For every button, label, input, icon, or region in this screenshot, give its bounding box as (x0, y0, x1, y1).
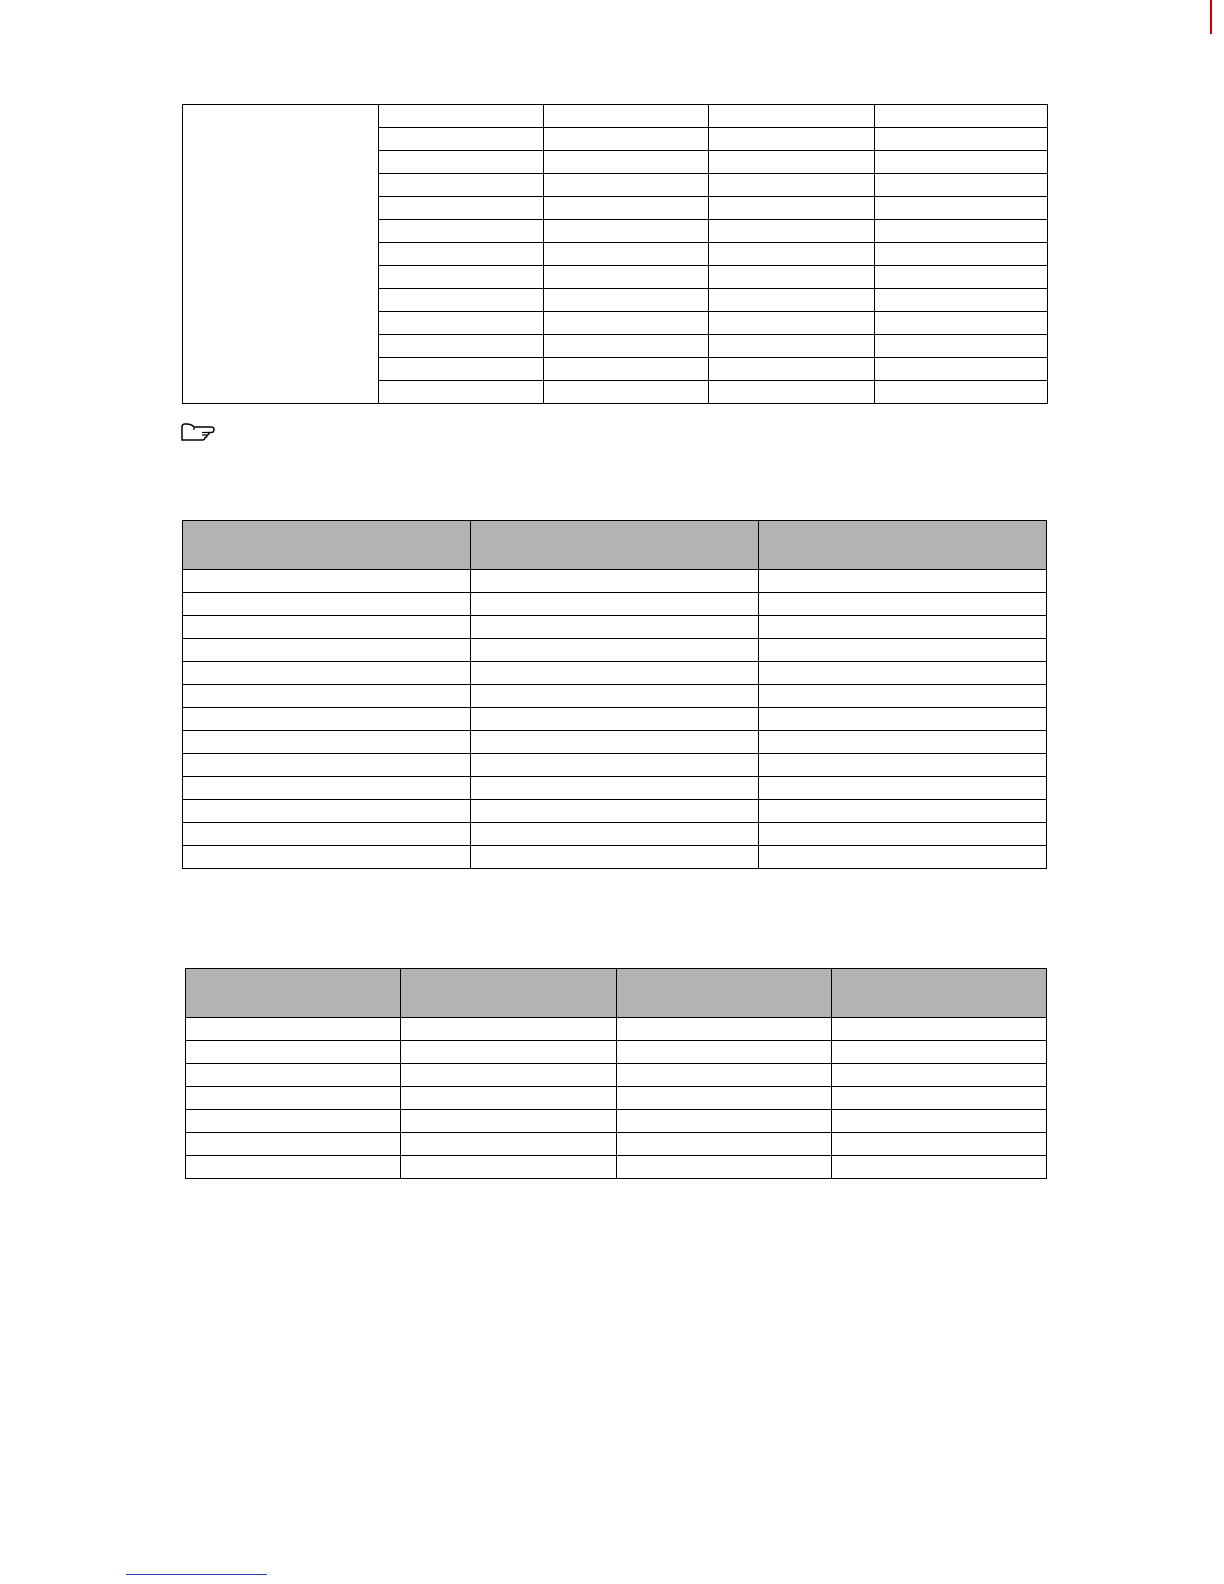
column-header (616, 969, 831, 1018)
table-cell (379, 174, 544, 197)
table-cell (831, 1018, 1046, 1041)
table-cell (875, 289, 1048, 312)
table-cell (616, 1087, 831, 1110)
column-header (401, 969, 616, 1018)
table-cell (875, 197, 1048, 220)
table-cell (709, 151, 875, 174)
table-row (183, 593, 1047, 616)
table-cell (544, 266, 709, 289)
table-cell (379, 266, 544, 289)
table-row (186, 1156, 1047, 1179)
table-row (183, 777, 1047, 800)
table-cell (831, 1087, 1046, 1110)
table-cell (759, 754, 1047, 777)
table-cell (471, 639, 759, 662)
table-cell (471, 708, 759, 731)
table-cell (709, 358, 875, 381)
table-cell (875, 151, 1048, 174)
table-cell (183, 754, 471, 777)
table-cell (379, 381, 544, 404)
table-cell (616, 1110, 831, 1133)
table-cell (544, 151, 709, 174)
table-cell (709, 381, 875, 404)
table-row (183, 570, 1047, 593)
table-cell (186, 1110, 401, 1133)
table-cell (183, 708, 471, 731)
table-cell (471, 800, 759, 823)
table-cell (616, 1064, 831, 1087)
table-three-column (182, 520, 1047, 869)
table-cell (183, 662, 471, 685)
column-header (471, 521, 759, 570)
table-cell (875, 381, 1048, 404)
column-header (759, 521, 1047, 570)
table-cell (379, 128, 544, 151)
merged-label-cell (183, 105, 379, 404)
table-cell (186, 1041, 401, 1064)
table-cell (544, 220, 709, 243)
table-cell (544, 289, 709, 312)
table-cell (401, 1087, 616, 1110)
table-cell (186, 1156, 401, 1179)
table-cell (379, 105, 544, 128)
table-cell (759, 800, 1047, 823)
table-cell (875, 174, 1048, 197)
table-cell (544, 105, 709, 128)
table-cell (471, 685, 759, 708)
page-edge-rule (1210, 0, 1212, 34)
table-cell (544, 128, 709, 151)
table-cell (183, 800, 471, 823)
table-cell (379, 151, 544, 174)
table-cell (186, 1087, 401, 1110)
table-cell (401, 1041, 616, 1064)
table-cell (544, 243, 709, 266)
table-cell (709, 243, 875, 266)
table-row (186, 1133, 1047, 1156)
table-cell (401, 1110, 616, 1133)
table-cell (709, 105, 875, 128)
table-cell (544, 335, 709, 358)
table-cell (759, 685, 1047, 708)
table-cell (759, 616, 1047, 639)
table-cell (759, 662, 1047, 685)
table-cell (709, 174, 875, 197)
table-row (183, 685, 1047, 708)
table-cell (471, 777, 759, 800)
table-cell (759, 593, 1047, 616)
table-cell (471, 823, 759, 846)
table-row (183, 846, 1047, 869)
table-cell (379, 312, 544, 335)
table-row (183, 708, 1047, 731)
table-cell (616, 1133, 831, 1156)
table-cell (401, 1064, 616, 1087)
table-row (186, 1087, 1047, 1110)
table-cell (875, 128, 1048, 151)
table-cell (759, 639, 1047, 662)
table-row (186, 1110, 1047, 1133)
table-cell (183, 846, 471, 869)
table-cell (709, 289, 875, 312)
table-cell (759, 777, 1047, 800)
table-cell (186, 1133, 401, 1156)
table-cell (379, 243, 544, 266)
table-cell (875, 266, 1048, 289)
column-header (183, 521, 471, 570)
table-cell (709, 220, 875, 243)
table-cell (616, 1156, 831, 1179)
table-cell (379, 289, 544, 312)
table-cell (709, 266, 875, 289)
table-cell (186, 1018, 401, 1041)
table-timing-list (182, 104, 1048, 404)
table-row (186, 1041, 1047, 1064)
table-row (183, 662, 1047, 685)
table-cell (401, 1133, 616, 1156)
table-cell (875, 335, 1048, 358)
table-cell (471, 662, 759, 685)
table-cell (401, 1156, 616, 1179)
table-cell (759, 823, 1047, 846)
table-cell (401, 1018, 616, 1041)
table-row (183, 616, 1047, 639)
table-cell (471, 570, 759, 593)
table-cell (471, 846, 759, 869)
table-cell (875, 243, 1048, 266)
table-cell (183, 731, 471, 754)
table-cell (183, 685, 471, 708)
column-header (186, 969, 401, 1018)
table-cell (544, 312, 709, 335)
table-cell (183, 616, 471, 639)
table-row (186, 1018, 1047, 1041)
table-cell (709, 197, 875, 220)
table-cell (759, 708, 1047, 731)
table-cell (709, 128, 875, 151)
table-row (183, 754, 1047, 777)
table-cell (183, 639, 471, 662)
table-cell (544, 358, 709, 381)
table-cell (186, 1064, 401, 1087)
table-cell (544, 174, 709, 197)
table-row (183, 823, 1047, 846)
table-cell (379, 335, 544, 358)
table-cell (709, 335, 875, 358)
table-cell (875, 220, 1048, 243)
table-cell (471, 754, 759, 777)
table-cell (616, 1041, 831, 1064)
table-cell (759, 570, 1047, 593)
table-cell (831, 1133, 1046, 1156)
table-cell (875, 358, 1048, 381)
table-cell (759, 846, 1047, 869)
table-cell (183, 823, 471, 846)
table-cell (759, 731, 1047, 754)
table-cell (379, 197, 544, 220)
table-row (183, 639, 1047, 662)
table-cell (831, 1156, 1046, 1179)
pointing-hand-icon (178, 421, 222, 443)
table-cell (544, 197, 709, 220)
table-cell (831, 1041, 1046, 1064)
table-row (183, 105, 1048, 128)
table-cell (544, 381, 709, 404)
table-cell (875, 312, 1048, 335)
table-cell (183, 593, 471, 616)
table-cell (709, 312, 875, 335)
table-four-column (185, 968, 1047, 1179)
table-cell (616, 1018, 831, 1041)
table-cell (831, 1064, 1046, 1087)
table-cell (183, 570, 471, 593)
table-cell (831, 1110, 1046, 1133)
table-row (186, 1064, 1047, 1087)
column-header (831, 969, 1046, 1018)
table-cell (875, 105, 1048, 128)
table-cell (471, 593, 759, 616)
table-cell (183, 777, 471, 800)
table-row (183, 800, 1047, 823)
table-cell (471, 731, 759, 754)
footer-link[interactable] (126, 1556, 267, 1575)
table-cell (379, 358, 544, 381)
table-cell (471, 616, 759, 639)
table-cell (379, 220, 544, 243)
table-row (183, 731, 1047, 754)
